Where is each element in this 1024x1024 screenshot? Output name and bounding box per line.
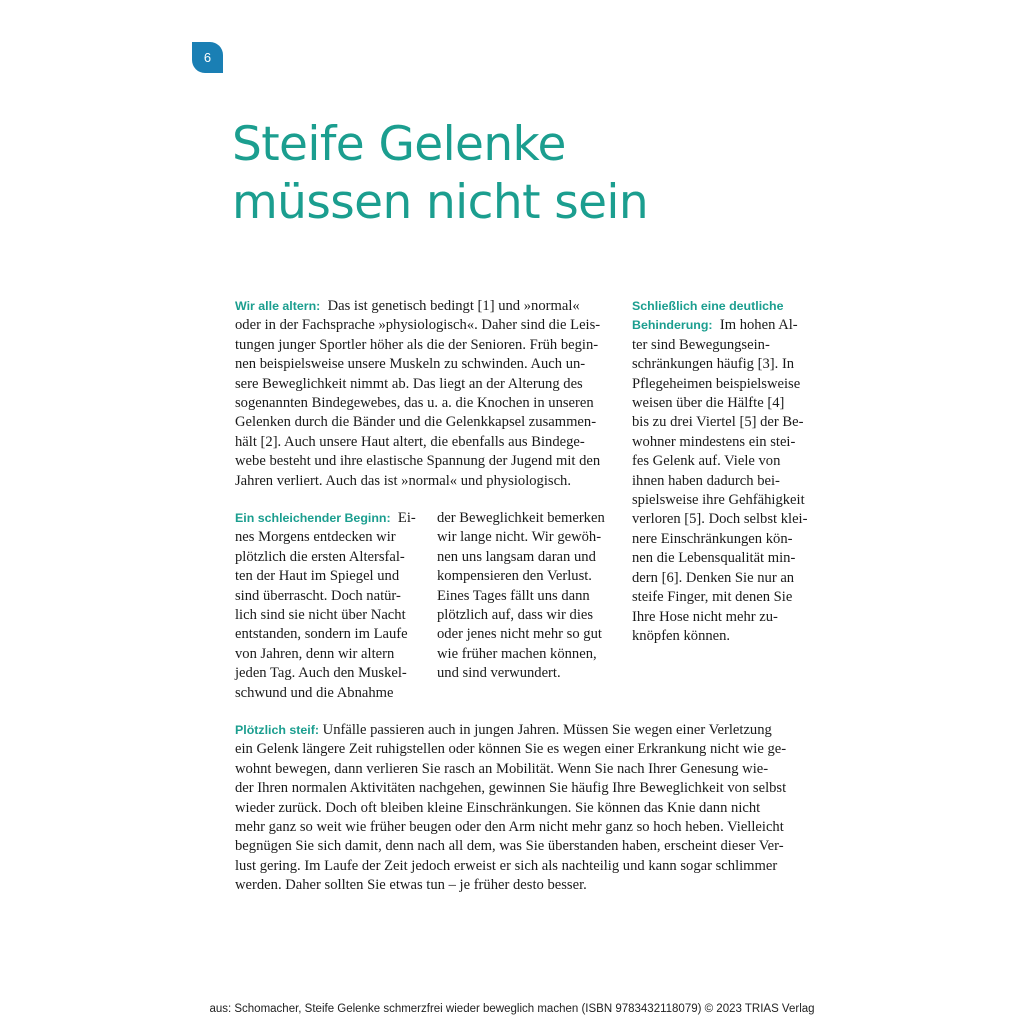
text-segment: Unfälle passieren auch in jungen Jahren. Müssen Sie wegen einer Verletzung [322, 722, 772, 738]
text-line: ter sind Bewegungsein- [632, 336, 770, 353]
text-line: nen uns langsam daran und [437, 548, 596, 565]
text-line: mehr ganz so weit wie früher beugen oder den Arm nicht mehr ganz so hoch heben. Vielleicht [235, 819, 784, 836]
text-line [235, 509, 416, 528]
text-line: verloren [5]. Doch selbst klei- [632, 511, 808, 528]
text-line: lust gering. Im Laufe der Zeit jedoch erweist er sich als nachteilig und kann sogar schlimmer [235, 857, 778, 874]
paragraph-lead: Wir alle altern: [235, 299, 321, 313]
text-line: der Ihren normalen Aktivitäten nachgehen, gewinnen Sie häufig Ihre Beweglichkeit von selbst [235, 780, 787, 797]
text-line: plötzlich die ersten Altersfal- [235, 548, 405, 565]
text-line: Eines Tages fällt uns dann [437, 587, 590, 604]
text-line [632, 316, 807, 335]
text-line: wie früher machen können, [437, 645, 597, 662]
text-line: von Jahren, denn wir altern [235, 645, 395, 662]
text-line: begnügen Sie sich damit, denn nach all dem, was Sie überstanden haben, erscheint dieser Ver- [235, 838, 784, 855]
text-line: knöpfen können. [632, 627, 731, 644]
text-line: oder in der Fachsprache »physiologisch«. Daher sind die Leis- [235, 317, 601, 334]
text-line: nen die Lebensqualität min- [632, 550, 796, 567]
text-line: bis zu drei Viertel [5] der Be- [632, 414, 804, 431]
text-line: und sind verwundert. [437, 665, 561, 682]
text-line: wohner mindestens ein stei- [632, 433, 796, 450]
title-line-2: müssen nicht sein [232, 175, 649, 230]
text-line: Jahren verliert. Auch das ist »normal« und physiologisch. [235, 472, 572, 489]
source-footer: aus: Schomacher, Steife Gelenke schmerzfrei wieder beweglich machen (ISBN 9783432118079) © 2023 TRIAS Verlag [209, 1003, 815, 1015]
paragraph-wir-alle-altern [235, 297, 600, 491]
text-line: oder jenes nicht mehr so gut [437, 626, 602, 643]
text-line: schwund und die Abnahme [235, 684, 394, 701]
text-line [235, 297, 600, 316]
paragraph-lead: Plötzlich steif: [235, 723, 319, 737]
text-line: weisen über die Hälfte [4] [632, 395, 785, 412]
text-line: webe besteht und ihre elastische Spannung der Jugend mit den [235, 453, 601, 470]
text-line: der Beweglichkeit bemerken [437, 510, 605, 526]
paragraph-schleichender-beginn [235, 509, 416, 703]
text-line: Gelenken durch die Bänder und die Gelenkkapsel zusammen- [235, 414, 597, 431]
text-line: plötzlich auf, dass wir dies [437, 607, 594, 624]
text-line: jeden Tag. Auch den Muskel- [235, 665, 407, 682]
text-line: nen beispielsweise unsere Muskeln zu schwinden. Auch un- [235, 356, 586, 373]
text-line [235, 721, 786, 740]
text-line: wohnt bewegen, dann verlieren Sie rasch an Mobilität. Wenn Sie nach Ihrer Genesung wie- [235, 760, 769, 777]
text-line: steife Finger, mit denen Sie [632, 589, 793, 606]
text-line: nere Einschränkungen kön- [632, 530, 793, 547]
paragraph-lead: Behinderung: [632, 318, 713, 333]
paragraph-beweglichkeit-continuation [437, 509, 605, 684]
text-line: entstanden, sondern im Laufe [235, 626, 408, 643]
text-line: sind überrascht. Doch natür- [235, 587, 401, 604]
text-line: ihnen haben dadurch bei- [632, 472, 780, 489]
text-line: nes Morgens entdecken wir [235, 529, 396, 546]
text-line: ein Gelenk längere Zeit ruhigstellen oder können Sie es wegen einer Erkrankung nicht wie ge- [235, 741, 787, 758]
text-line: sere Beweglichkeit nimmt ab. Das liegt an der Alterung des [235, 375, 583, 392]
text-line: Ihre Hose nicht mehr zu- [632, 608, 778, 625]
text-line: spielsweise ihre Gehfähigkeit [632, 492, 805, 509]
page-number-badge: 6 [192, 42, 223, 73]
text-line: schränkungen häufig [3]. In [632, 356, 795, 373]
text-line: sogenannten Bindegewebes, das u. a. die Knochen in unseren [235, 395, 594, 412]
text-segment: Ei- [397, 510, 416, 526]
text-line: wieder zurück. Doch oft bleiben kleine Einschränkungen. Sie können das Knie dann nicht [235, 799, 761, 816]
paragraph-schliesslich-behinderung [632, 297, 807, 646]
text-line: wir lange nicht. Wir gewöh- [437, 529, 602, 546]
text-line: kompensieren den Verlust. [437, 568, 592, 585]
text-line: Pflegeheimen beispielsweise [632, 375, 801, 392]
text-line: lich sind sie nicht über Nacht [235, 607, 406, 624]
title-line-1: Steife Gelenke [232, 117, 566, 172]
text-line: dern [6]. Denken Sie nur an [632, 569, 795, 586]
paragraph-lead: Ein schleichender Beginn: [235, 511, 391, 525]
text-line: ten der Haut im Spiegel und [235, 568, 400, 585]
text-segment: Im hohen Al- [719, 317, 798, 334]
text-line: tungen junger Sportler höher als die der Senioren. Früh begin- [235, 336, 599, 353]
text-line: fes Gelenk auf. Viele von [632, 453, 781, 470]
paragraph-lead: Schließlich eine deutliche [632, 299, 784, 313]
text-line: werden. Daher sollten Sie etwas tun – je früher desto besser. [235, 877, 587, 894]
page-title [232, 116, 648, 232]
text-segment: Das ist genetisch bedingt [1] und »normal« [327, 298, 580, 314]
paragraph-ploetzlich-steif [235, 721, 786, 896]
text-line: hält [2]. Auch unsere Haut altert, die ebenfalls aus Bindege- [235, 433, 585, 450]
